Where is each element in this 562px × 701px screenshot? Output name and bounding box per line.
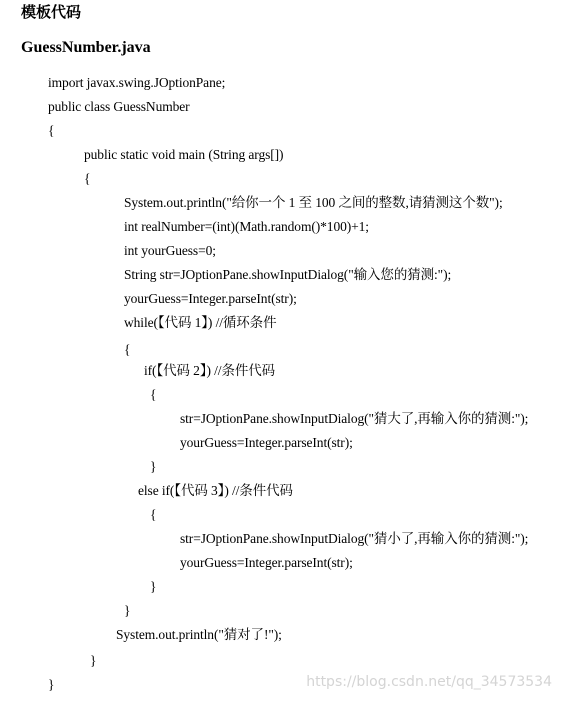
code-line-else-if: else if(【代码 3】) //条件代码 xyxy=(138,483,293,498)
code-line-parse-guess-big: yourGuess=Integer.parseInt(str); xyxy=(180,435,353,450)
code-line-else-if-open: { xyxy=(150,507,157,522)
code-line-import: import javax.swing.JOptionPane; xyxy=(48,75,226,90)
code-line-main-decl: public static void main (String args[]) xyxy=(84,147,284,162)
code-line-main-open: { xyxy=(84,171,91,186)
code-line-println-prompt: System.out.println("给你一个 1 至 100 之间的整数,请猜测这个数"); xyxy=(124,195,503,210)
code-line-your-guess: int yourGuess=0; xyxy=(124,243,216,258)
code-line-parse-guess-small: yourGuess=Integer.parseInt(str); xyxy=(180,555,353,570)
code-line-while-close: } xyxy=(124,603,131,618)
code-line-class-decl: public class GuessNumber xyxy=(48,99,190,114)
code-line-main-close: } xyxy=(90,653,97,668)
code-line-class-open: { xyxy=(48,123,55,138)
code-line-if: if(【代码 2】) //条件代码 xyxy=(144,363,276,378)
code-line-parse-guess: yourGuess=Integer.parseInt(str); xyxy=(124,291,297,306)
section-title: 模板代码 xyxy=(21,3,82,21)
code-line-while-open: { xyxy=(124,342,131,357)
watermark: https://blog.csdn.net/qq_34573534 xyxy=(306,674,552,690)
code-line-too-big-dialog: str=JOptionPane.showInputDialog("猜大了,再输入你的猜测:"); xyxy=(180,411,529,426)
code-line-println-correct: System.out.println("猜对了!"); xyxy=(116,627,282,642)
code-line-while: while(【代码 1】) //循环条件 xyxy=(124,315,277,330)
file-name: GuessNumber.java xyxy=(21,39,151,56)
code-line-too-small-dialog: str=JOptionPane.showInputDialog("猜小了,再输入你的猜测:"); xyxy=(180,531,529,546)
code-line-if-close: } xyxy=(150,459,157,474)
code-line-input-dialog: String str=JOptionPane.showInputDialog("输入您的猜测:"); xyxy=(124,267,452,282)
code-line-class-close: } xyxy=(48,677,55,692)
code-line-if-open: { xyxy=(150,387,157,402)
code-line-else-if-close: } xyxy=(150,579,157,594)
code-line-real-number: int realNumber=(int)(Math.random()*100)+1; xyxy=(124,219,369,234)
